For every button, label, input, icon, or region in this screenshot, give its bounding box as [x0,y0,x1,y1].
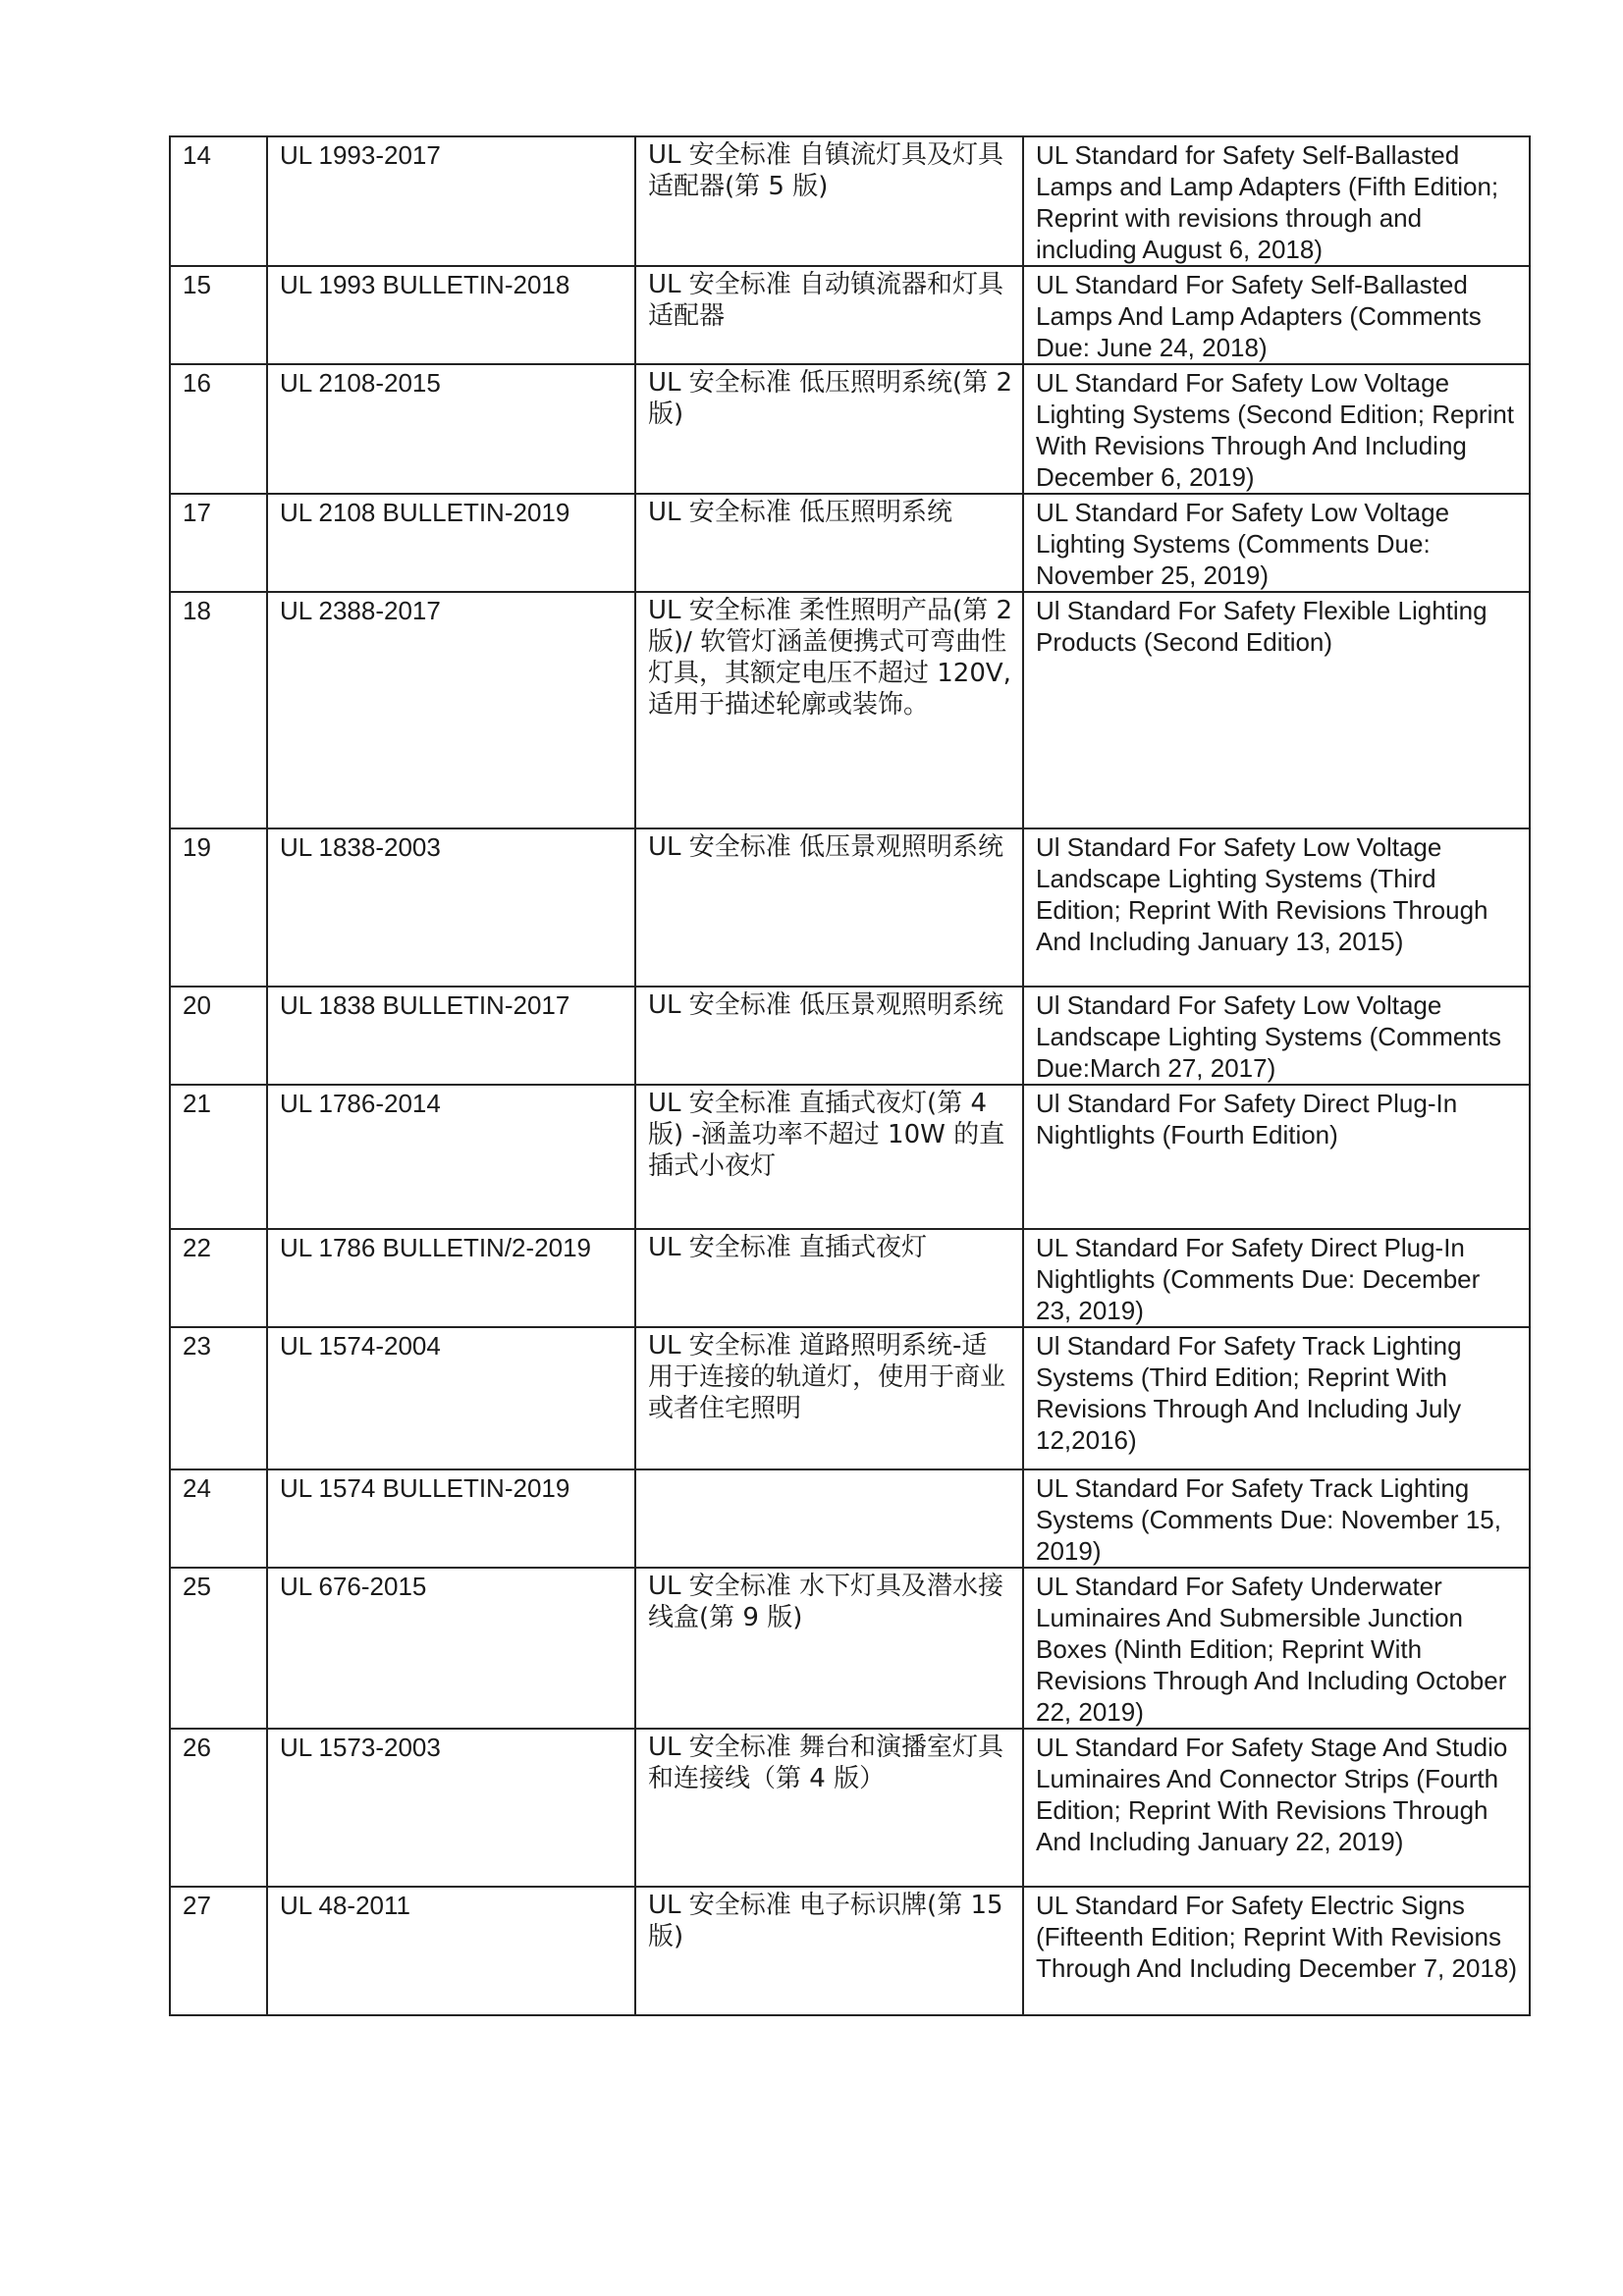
row-number: 21 [170,1085,267,1229]
title-chinese: UL 安全标准 电子标识牌(第 15 版) [635,1887,1023,2015]
row-number: 18 [170,592,267,828]
row-number: 20 [170,987,267,1085]
title-english: UL Standard For Safety Direct Plug-In Nightlights (Comments Due: December 23, 2019) [1023,1229,1530,1327]
row-number: 14 [170,136,267,266]
table-row [170,1469,1530,1568]
row-number: 17 [170,494,267,592]
title-chinese: UL 安全标准 低压照明系统(第 2 版) [635,364,1023,494]
title-english: UL Standard For Safety Low Voltage Lighting Systems (Comments Due: November 25, 2019) [1023,494,1530,592]
row-number: 19 [170,828,267,987]
row-number: 24 [170,1469,267,1568]
standard-code: UL 1786-2014 [267,1085,635,1229]
standard-code: UL 2388-2017 [267,592,635,828]
standard-code: UL 676-2015 [267,1568,635,1729]
standard-code: UL 48-2011 [267,1887,635,2015]
table-row [170,592,1530,828]
title-english: Ul Standard For Safety Flexible Lighting Products (Second Edition) [1023,592,1530,828]
title-english: UL Standard For Safety Underwater Luminaires And Submersible Junction Boxes (Ninth Edition; Reprint With Revisions Through And Including October 22, 2019) [1023,1568,1530,1729]
table-row [170,136,1530,266]
title-english: UL Standard For Safety Electric Signs (Fifteenth Edition; Reprint With Revisions Through And Including December 7, 2018) [1023,1887,1530,2015]
table-row [170,987,1530,1085]
title-chinese: UL 安全标准 水下灯具及潜水接线盒(第 9 版) [635,1568,1023,1729]
title-chinese: UL 安全标准 低压景观照明系统 [635,828,1023,987]
row-number: 27 [170,1887,267,2015]
title-chinese: UL 安全标准 自镇流灯具及灯具适配器(第 5 版) [635,136,1023,266]
title-english: UL Standard For Safety Self-Ballasted Lamps And Lamp Adapters (Comments Due: June 24, 2018) [1023,266,1530,364]
title-english: Ul Standard For Safety Track Lighting Systems (Third Edition; Reprint With Revisions Through And Including July 12,2016) [1023,1327,1530,1469]
standard-code: UL 1573-2003 [267,1729,635,1887]
title-chinese [635,1469,1023,1568]
standard-code: UL 2108 BULLETIN-2019 [267,494,635,592]
standard-code: UL 1993-2017 [267,136,635,266]
standard-code: UL 1786 BULLETIN/2-2019 [267,1229,635,1327]
title-chinese: UL 安全标准 柔性照明产品(第 2 版)/ 软管灯涵盖便携式可弯曲性灯具，其额定电压不超过 120V,适用于描述轮廓或装饰。 [635,592,1023,828]
standards-table [169,135,1531,2016]
title-english: UL Standard For Safety Track Lighting Systems (Comments Due: November 15, 2019) [1023,1469,1530,1568]
table-row [170,1568,1530,1729]
title-english: UL Standard For Safety Stage And Studio Luminaires And Connector Strips (Fourth Edition; Reprint With Revisions Through And Including January 22, 2019) [1023,1729,1530,1887]
standard-code: UL 2108-2015 [267,364,635,494]
row-number: 16 [170,364,267,494]
title-chinese: UL 安全标准 低压照明系统 [635,494,1023,592]
title-chinese: UL 安全标准 舞台和演播室灯具和连接线（第 4 版） [635,1729,1023,1887]
table-row [170,1229,1530,1327]
title-chinese: UL 安全标准 直插式夜灯 [635,1229,1023,1327]
title-english: Ul Standard For Safety Low Voltage Landscape Lighting Systems (Comments Due:March 27, 2017) [1023,987,1530,1085]
row-number: 26 [170,1729,267,1887]
standard-code: UL 1993 BULLETIN-2018 [267,266,635,364]
standard-code: UL 1574-2004 [267,1327,635,1469]
title-chinese: UL 安全标准 道路照明系统-适用于连接的轨道灯，使用于商业或者住宅照明 [635,1327,1023,1469]
standard-code: UL 1574 BULLETIN-2019 [267,1469,635,1568]
title-chinese: UL 安全标准 低压景观照明系统 [635,987,1023,1085]
row-number: 25 [170,1568,267,1729]
table-row [170,828,1530,987]
table-row [170,1327,1530,1469]
table-row [170,266,1530,364]
title-english: UL Standard For Safety Low Voltage Lighting Systems (Second Edition; Reprint With Revisions Through And Including December 6, 2019) [1023,364,1530,494]
title-chinese: UL 安全标准 直插式夜灯(第 4 版) -涵盖功率不超过 10W 的直插式小夜灯 [635,1085,1023,1229]
title-chinese: UL 安全标准 自动镇流器和灯具适配器 [635,266,1023,364]
standard-code: UL 1838-2003 [267,828,635,987]
title-english: Ul Standard For Safety Direct Plug-In Nightlights (Fourth Edition) [1023,1085,1530,1229]
table-row [170,494,1530,592]
title-english: UL Standard for Safety Self-Ballasted Lamps and Lamp Adapters (Fifth Edition; Reprint with revisions through and including August 6, 2018) [1023,136,1530,266]
standard-code: UL 1838 BULLETIN-2017 [267,987,635,1085]
row-number: 23 [170,1327,267,1469]
table-row [170,1729,1530,1887]
table-row [170,364,1530,494]
title-english: Ul Standard For Safety Low Voltage Landscape Lighting Systems (Third Edition; Reprint With Revisions Through And Including January 13, 2015) [1023,828,1530,987]
row-number: 15 [170,266,267,364]
table-row [170,1887,1530,2015]
table-row [170,1085,1530,1229]
row-number: 22 [170,1229,267,1327]
